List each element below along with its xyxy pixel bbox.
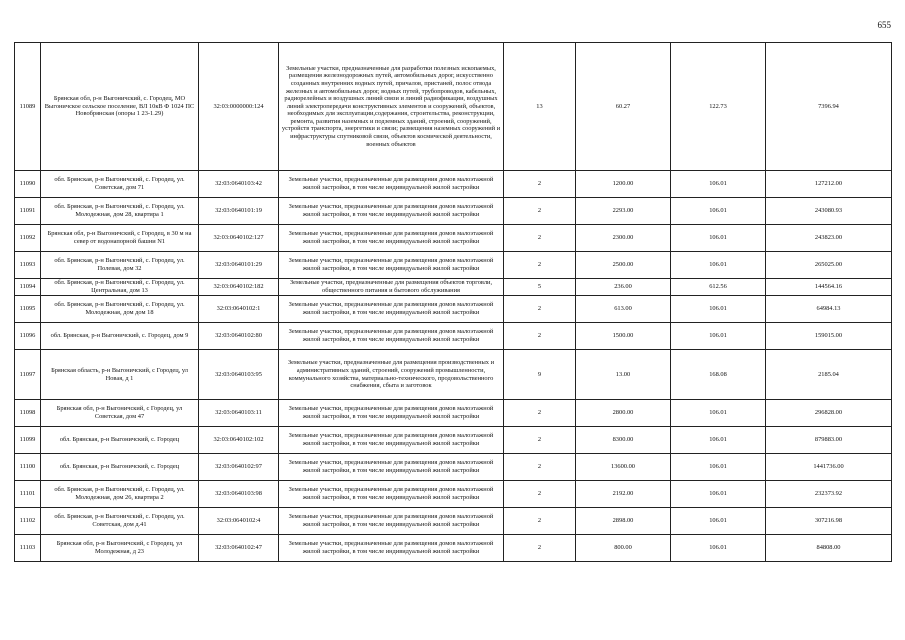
land-use-cell: Земельные участки, предназначенные для размещения домов малоэтажной жилой застройки, в том числе индивидуальной жилой застройки	[279, 171, 504, 198]
address-cell: обл. Брянская, р-н Выгоничский, с. Городец, ул. Советская, дом д.41	[41, 508, 199, 535]
use-group-cell: 2	[504, 225, 576, 252]
land-use-cell: Земельные участки, предназначенные для размещения домов малоэтажной жилой застройки, в том числе индивидуальной жилой застройки	[279, 296, 504, 323]
row-number-cell: 11099	[15, 427, 41, 454]
land-use-cell: Земельные участки, предназначенные для размещения объектов торговли, общественного питания и бытового обслуживания	[279, 279, 504, 296]
area-cell: 2500.00	[576, 252, 671, 279]
use-group-cell: 2	[504, 198, 576, 225]
address-cell: Брянская область, р-н Выгоничский, с Городец, ул Новая, д 1	[41, 350, 199, 400]
row-number-cell: 11094	[15, 279, 41, 296]
cadastral-value-cell: 307216.98	[766, 508, 892, 535]
specific-value-cell: 106.01	[671, 323, 766, 350]
table-row	[15, 508, 892, 535]
cadastral-value-cell: 7396.94	[766, 43, 892, 171]
area-cell: 13600.00	[576, 454, 671, 481]
row-number-cell: 11101	[15, 481, 41, 508]
specific-value-cell: 106.01	[671, 427, 766, 454]
use-group-cell: 2	[504, 252, 576, 279]
cadastral-number-cell: 32:03:0640102:127	[199, 225, 279, 252]
address-cell: обл. Брянская, р-н Выгоничский, с. Городец, ул. Центральная, дом 13	[41, 279, 199, 296]
area-cell: 613.00	[576, 296, 671, 323]
specific-value-cell: 106.01	[671, 225, 766, 252]
specific-value-cell: 122.73	[671, 43, 766, 171]
specific-value-cell: 106.01	[671, 252, 766, 279]
address-cell: обл. Брянская, р-н Выгоничский, с. Городец, ул. Полевая, дом 32	[41, 252, 199, 279]
row-number-cell: 11095	[15, 296, 41, 323]
page-number: 655	[877, 20, 891, 30]
land-use-cell: Земельные участки, предназначенные для размещения домов малоэтажной жилой застройки, в том числе индивидуальной жилой застройки	[279, 252, 504, 279]
table-row	[15, 171, 892, 198]
address-cell: обл. Брянская, р-н Выгоничский, с. Городец, ул. Молодежная, дом 28, квартира 1	[41, 198, 199, 225]
table-row	[15, 481, 892, 508]
use-group-cell: 2	[504, 171, 576, 198]
use-group-cell: 2	[504, 481, 576, 508]
cadastral-number-cell: 32:03:0640103:11	[199, 400, 279, 427]
cadastral-value-cell: 159015.00	[766, 323, 892, 350]
cadastral-number-cell: 32:03:0640103:42	[199, 171, 279, 198]
specific-value-cell: 106.01	[671, 400, 766, 427]
area-cell: 2898.00	[576, 508, 671, 535]
land-use-cell: Земельные участки, предназначенные для размещения домов малоэтажной жилой застройки, в том числе индивидуальной жилой застройки	[279, 508, 504, 535]
land-use-cell: Земельные участки, предназначенные для размещения домов малоэтажной жилой застройки, в том числе индивидуальной жилой застройки	[279, 481, 504, 508]
land-use-cell: Земельные участки, предназначенные для размещения домов малоэтажной жилой застройки, в том числе индивидуальной жилой застройки	[279, 427, 504, 454]
use-group-cell: 9	[504, 350, 576, 400]
table-body	[15, 43, 892, 562]
area-cell: 2192.00	[576, 481, 671, 508]
address-cell: обл. Брянская, р-н Выгоничский, с. Городец, ул. Молодежная, дом 26, квартира 2	[41, 481, 199, 508]
land-use-cell: Земельные участки, предназначенные для размещения производственных и административных зданий, строений, сооружений промышленности, коммунального хозяйства, материально-технического, продовольственного снабжения, сбыта и заготовок	[279, 350, 504, 400]
address-cell: Брянская обл, р-н Выгоничский, с Городец, в 30 м на север от водонапорной башни N1	[41, 225, 199, 252]
area-cell: 8300.00	[576, 427, 671, 454]
land-use-cell: Земельные участки, предназначенные для размещения домов малоэтажной жилой застройки, в том числе индивидуальной жилой застройки	[279, 535, 504, 562]
cadastral-number-cell: 32:03:0640102:80	[199, 323, 279, 350]
cadastral-number-cell: 32:03:0640103:98	[199, 481, 279, 508]
specific-value-cell: 612.56	[671, 279, 766, 296]
specific-value-cell: 106.01	[671, 454, 766, 481]
specific-value-cell: 106.01	[671, 296, 766, 323]
use-group-cell: 2	[504, 508, 576, 535]
land-use-cell: Земельные участки, предназначенные для размещения домов малоэтажной жилой застройки, в том числе индивидуальной жилой застройки	[279, 400, 504, 427]
use-group-cell: 2	[504, 427, 576, 454]
cadastral-number-cell: 32:03:0640101:29	[199, 252, 279, 279]
table-row	[15, 43, 892, 171]
address-cell: обл. Брянская, р-н Выгоничский, с. Городец, ул. Советская, дом 71	[41, 171, 199, 198]
table-row	[15, 225, 892, 252]
area-cell: 60.27	[576, 43, 671, 171]
cadastral-value-cell: 2185.04	[766, 350, 892, 400]
cadastral-number-cell: 32:03:0640102:4	[199, 508, 279, 535]
area-cell: 1500.00	[576, 323, 671, 350]
cadastral-number-cell: 32:03:0640102:182	[199, 279, 279, 296]
use-group-cell: 2	[504, 400, 576, 427]
cadastral-value-cell: 127212.00	[766, 171, 892, 198]
cadastral-number-cell: 32:03:0640102:1	[199, 296, 279, 323]
address-cell: Брянская обл, р-н Выгоничский, с Городец, ул Молодежная, д 23	[41, 535, 199, 562]
cadastral-value-cell: 879883.00	[766, 427, 892, 454]
cadastral-value-cell: 265025.00	[766, 252, 892, 279]
address-cell: Брянская обл, р-н Выгоничский, с Городец, ул Советская, дом 47	[41, 400, 199, 427]
use-group-cell: 13	[504, 43, 576, 171]
row-number-cell: 11103	[15, 535, 41, 562]
cadastral-number-cell: 32:03:0640102:102	[199, 427, 279, 454]
row-number-cell: 11096	[15, 323, 41, 350]
cadastral-number-cell: 32:03:0640102:47	[199, 535, 279, 562]
use-group-cell: 2	[504, 535, 576, 562]
cadastral-value-cell: 1441736.00	[766, 454, 892, 481]
area-cell: 1200.00	[576, 171, 671, 198]
address-cell: обл. Брянская, р-н Выгоничский, с. Городец	[41, 427, 199, 454]
area-cell: 236.00	[576, 279, 671, 296]
land-use-cell: Земельные участки, предназначенные для размещения домов малоэтажной жилой застройки, в том числе индивидуальной жилой застройки	[279, 198, 504, 225]
row-number-cell: 11092	[15, 225, 41, 252]
table-row	[15, 535, 892, 562]
row-number-cell: 11089	[15, 43, 41, 171]
cadastral-value-cell: 64984.13	[766, 296, 892, 323]
row-number-cell: 11091	[15, 198, 41, 225]
land-registry-table	[14, 42, 892, 562]
cadastral-value-cell: 144564.16	[766, 279, 892, 296]
row-number-cell: 11097	[15, 350, 41, 400]
specific-value-cell: 106.01	[671, 535, 766, 562]
table-row	[15, 252, 892, 279]
cadastral-number-cell: 32:03:0640103:95	[199, 350, 279, 400]
cadastral-number-cell: 32:03:0640101:19	[199, 198, 279, 225]
specific-value-cell: 106.01	[671, 481, 766, 508]
specific-value-cell: 106.01	[671, 198, 766, 225]
cadastral-value-cell: 243823.00	[766, 225, 892, 252]
row-number-cell: 11093	[15, 252, 41, 279]
cadastral-value-cell: 296828.00	[766, 400, 892, 427]
table-row	[15, 296, 892, 323]
table-row	[15, 350, 892, 400]
table-row	[15, 323, 892, 350]
specific-value-cell: 106.01	[671, 171, 766, 198]
row-number-cell: 11090	[15, 171, 41, 198]
specific-value-cell: 106.01	[671, 508, 766, 535]
table-row	[15, 454, 892, 481]
address-cell: Брянская обл, р-н Выгоничский, с. Городец, МО Выгоничское сельское поселение, ВЛ 10кВ Ф 1024 ПС Новобрянская (опоры 1 23-1.29)	[41, 43, 199, 171]
cadastral-value-cell: 232373.92	[766, 481, 892, 508]
area-cell: 2300.00	[576, 225, 671, 252]
row-number-cell: 11100	[15, 454, 41, 481]
use-group-cell: 2	[504, 296, 576, 323]
area-cell: 2293.00	[576, 198, 671, 225]
land-use-cell: Земельные участки, предназначенные для размещения домов малоэтажной жилой застройки, в том числе индивидуальной жилой застройки	[279, 323, 504, 350]
area-cell: 800.00	[576, 535, 671, 562]
land-use-cell: Земельные участки, предназначенные для разработки полезных ископаемых, размещения железнодорожных путей, автомобильных дорог, искусственно созданных внутренних водных путей, причалов, пристаней, полос отвода железных и автомобильных дорог, водных путей, трубопроводов, кабельных, радиорелейных и воздушных линий связи и линий радиофикации, воздушных линий электропередачи конструктивных элементов и сооружений, объектов, необходимых для эксплуатации,содержания, строительства, реконструкции, ремонта, развития наземных и подземных зданий, строений, сооружений, устройств транспорта, энергетики и связи; размещения наземных сооружений и инфраструктуры спутниковой связи, объектов космической деятельности, военных объектов	[279, 43, 504, 171]
table-row	[15, 400, 892, 427]
address-cell: обл. Брянская, р-н Выгоничский, с. Городец, ул. Молодежная, дом дом 18	[41, 296, 199, 323]
table-row	[15, 427, 892, 454]
cadastral-value-cell: 243080.93	[766, 198, 892, 225]
row-number-cell: 11098	[15, 400, 41, 427]
specific-value-cell: 168.08	[671, 350, 766, 400]
land-use-cell: Земельные участки, предназначенные для размещения домов малоэтажной жилой застройки, в том числе индивидуальной жилой застройки	[279, 454, 504, 481]
cadastral-number-cell: 32:03:0640102:97	[199, 454, 279, 481]
area-cell: 2800.00	[576, 400, 671, 427]
cadastral-value-cell: 84808.00	[766, 535, 892, 562]
address-cell: обл. Брянская, р-н Выгоничский, с. Городец	[41, 454, 199, 481]
table-row	[15, 279, 892, 296]
table-row	[15, 198, 892, 225]
address-cell: обл. Брянская, р-н Выгоничский, с. Городец, дом 9	[41, 323, 199, 350]
use-group-cell: 5	[504, 279, 576, 296]
cadastral-number-cell: 32:03:0000000:124	[199, 43, 279, 171]
row-number-cell: 11102	[15, 508, 41, 535]
area-cell: 13.00	[576, 350, 671, 400]
use-group-cell: 2	[504, 323, 576, 350]
use-group-cell: 2	[504, 454, 576, 481]
land-use-cell: Земельные участки, предназначенные для размещения домов малоэтажной жилой застройки, в том числе индивидуальной жилой застройки	[279, 225, 504, 252]
